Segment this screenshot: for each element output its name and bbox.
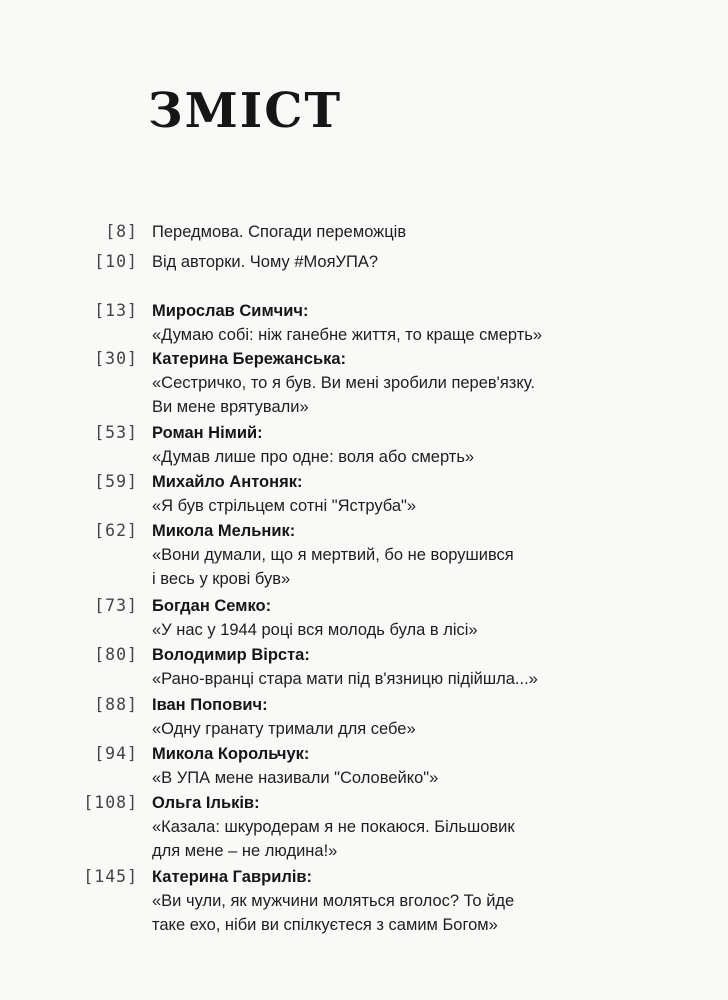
entry-quote-line: і весь у крові був» xyxy=(152,570,291,588)
page-number: [59] xyxy=(94,472,138,491)
toc-entry-text xyxy=(152,693,712,741)
entry-title-line: Передмова. Спогади переможців xyxy=(152,223,407,241)
page-number: [94] xyxy=(94,744,138,763)
page-number: [30] xyxy=(94,349,138,368)
page-number: [80] xyxy=(94,645,138,664)
entry-quote-line: «У нас у 1944 році вся молодь була в лісі» xyxy=(152,621,478,639)
page-number: [73] xyxy=(94,596,138,615)
entry-quote-line: «Ви чули, як мужчини моляться вголос? То йде xyxy=(152,892,515,910)
entry-author-name: Катерина Бережанська: xyxy=(152,350,347,368)
toc-entry-text xyxy=(152,250,712,274)
entry-quote-line: «Сестричко, то я був. Ви мені зробили перев'язку. xyxy=(152,374,535,392)
toc-entry-text xyxy=(152,791,712,863)
entry-author-name: Катерина Гаврилів: xyxy=(152,868,313,886)
entry-quote-line: Ви мене врятували» xyxy=(152,398,309,416)
page-title: ЗМІСТ xyxy=(148,83,343,139)
toc-entry-text xyxy=(152,742,712,790)
page-number: [10] xyxy=(94,252,138,271)
entry-author-name: Іван Попович: xyxy=(152,696,268,714)
entry-quote-line: таке ехо, ніби ви спілкуєтеся з самим Богом» xyxy=(152,916,498,934)
entry-author-name: Мирослав Симчич: xyxy=(152,302,309,320)
page-number: [88] xyxy=(94,695,138,714)
page-number: [13] xyxy=(94,301,138,320)
entry-author-name: Михайло Антоняк: xyxy=(152,473,303,491)
entry-author-name: Богдан Семко: xyxy=(152,597,272,615)
entry-quote-line: «Рано-вранці стара мати під в'язницю підійшла...» xyxy=(152,670,538,688)
entry-quote-line: «Одну гранату тримали для себе» xyxy=(152,720,416,738)
page-number: [62] xyxy=(94,521,138,540)
entry-quote-line: «Думав лише про одне: воля або смерть» xyxy=(152,448,475,466)
toc-entry-text xyxy=(152,299,712,347)
toc-entry-text xyxy=(152,470,712,518)
toc-entry-text xyxy=(152,519,712,591)
entry-quote-line: «Казала: шкуродерам я не покаюся. Більшовик xyxy=(152,818,515,836)
entry-quote-line: «В УПА мене називали "Соловейко"» xyxy=(152,769,439,787)
page-number: [53] xyxy=(94,423,138,442)
toc-entry-text xyxy=(152,347,712,419)
entry-quote-line: «Вони думали, що я мертвий, бо не ворушився xyxy=(152,546,514,564)
page-number: [145] xyxy=(83,867,138,886)
entry-quote-line: для мене – не людина!» xyxy=(152,842,338,860)
entry-author-name: Роман Німий: xyxy=(152,424,263,442)
toc-entry-text xyxy=(152,220,712,244)
toc-entry-text xyxy=(152,421,712,469)
page-number: [108] xyxy=(83,793,138,812)
toc-entry-text xyxy=(152,865,712,937)
entry-author-name: Володимир Вірста: xyxy=(152,646,310,664)
toc-entry-text xyxy=(152,594,712,642)
entry-author-name: Микола Мельник: xyxy=(152,522,296,540)
entry-author-name: Ольга Ільків: xyxy=(152,794,260,812)
entry-quote-line: «Я був стрільцем сотні "Яструба"» xyxy=(152,497,417,515)
entry-title-line: Від авторки. Чому #МояУПА? xyxy=(152,253,379,271)
page-number: [8] xyxy=(105,222,138,241)
entry-author-name: Микола Корольчук: xyxy=(152,745,310,763)
toc-entry-text xyxy=(152,643,712,691)
entry-quote-line: «Думаю собі: ніж ганебне життя, то краще смерть» xyxy=(152,326,543,344)
